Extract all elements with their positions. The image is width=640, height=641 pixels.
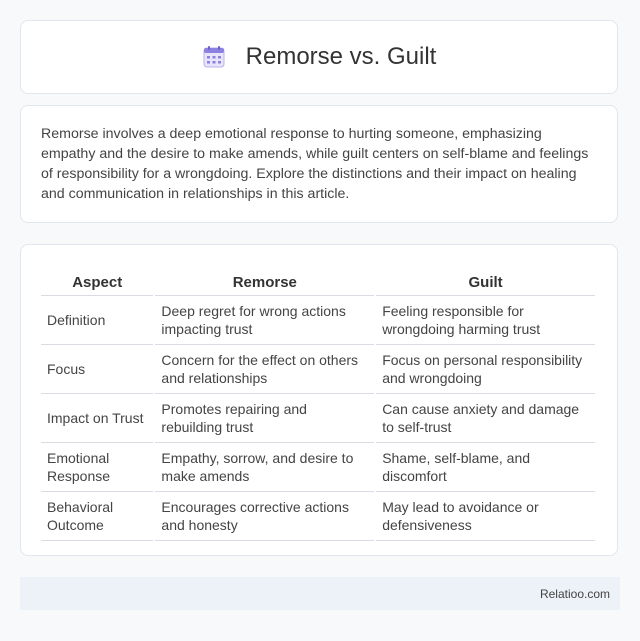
row-remorse: Empathy, sorrow, and desire to make amends — [155, 443, 374, 492]
row-aspect: Impact on Trust — [41, 394, 153, 443]
row-guilt: Feeling responsible for wrongdoing harming trust — [376, 296, 595, 345]
column-header-remorse: Remorse — [155, 265, 374, 296]
row-aspect: Focus — [41, 345, 153, 394]
row-remorse: Encourages corrective actions and honesty — [155, 492, 374, 541]
page-title: Remorse vs. Guilt — [245, 43, 437, 70]
calendar-icon — [202, 45, 226, 69]
row-guilt: May lead to avoidance or defensiveness — [376, 492, 595, 541]
row-aspect: Definition — [41, 296, 153, 345]
intro-card — [20, 105, 618, 223]
table-row — [41, 296, 595, 345]
title-wrap — [202, 43, 437, 71]
row-guilt: Shame, self-blame, and discomfort — [376, 443, 595, 492]
row-guilt: Focus on personal responsibility and wrongdoing — [376, 345, 595, 394]
row-remorse: Deep regret for wrong actions impacting trust — [155, 296, 374, 345]
row-guilt: Can cause anxiety and damage to self-trust — [376, 394, 595, 443]
table-row — [41, 345, 595, 394]
column-header-guilt: Guilt — [376, 265, 595, 296]
column-header-aspect: Aspect — [41, 265, 153, 296]
table-row — [41, 394, 595, 443]
comparison-card — [20, 244, 618, 556]
row-aspect: Emotional Response — [41, 443, 153, 492]
footer-site-link[interactable]: Relatioo.com — [539, 586, 610, 601]
row-remorse: Concern for the effect on others and relationships — [155, 345, 374, 394]
header-card — [20, 20, 618, 94]
row-aspect: Behavioral Outcome — [41, 492, 153, 541]
row-remorse: Promotes repairing and rebuilding trust — [155, 394, 374, 443]
table-header-row — [41, 265, 595, 296]
table-row — [41, 443, 595, 492]
footer — [20, 577, 620, 610]
comparison-table — [39, 265, 597, 541]
intro-text: Remorse involves a deep emotional response to hurting someone, emphasizing empathy and the desire to make amends, while guilt centers on self-blame and feelings of responsibility for a wrongdoing. Explore the distinctions and their impact on healing and communication in relationships in this article. — [41, 126, 589, 202]
table-row — [41, 492, 595, 541]
